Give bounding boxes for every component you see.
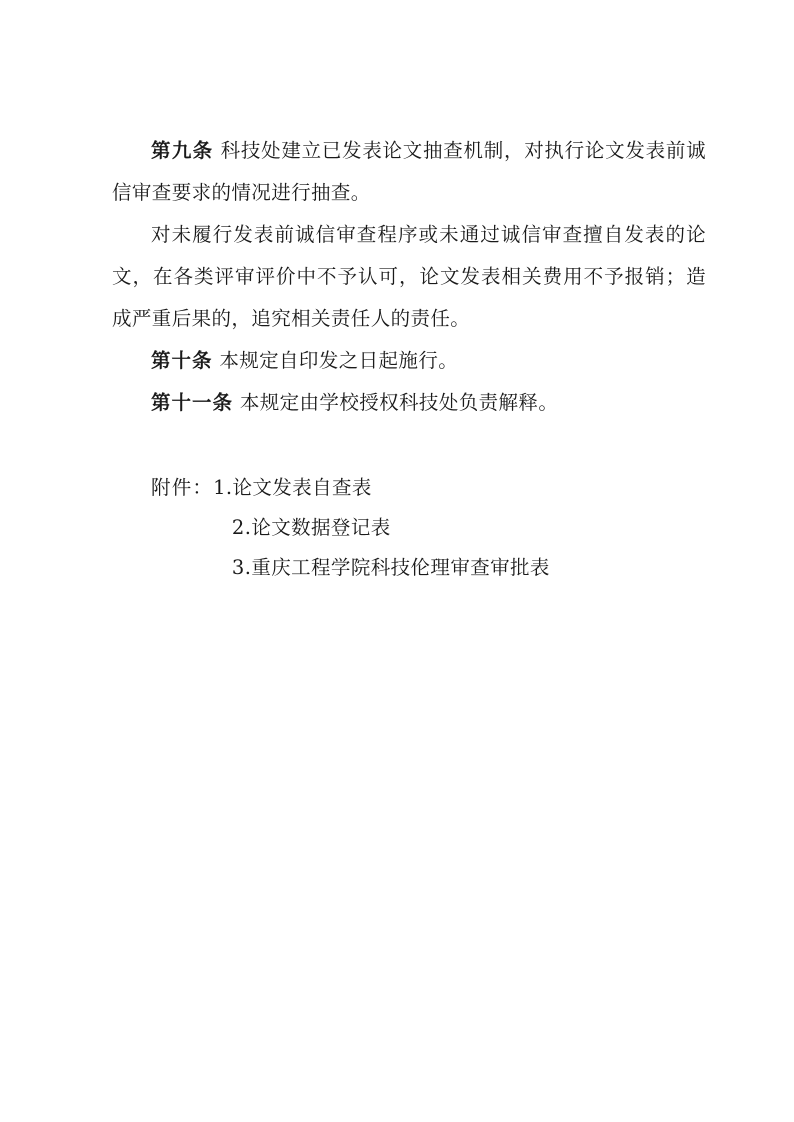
unreviewed-papers-text: 对未履行发表前诚信审查程序或未通过诚信审查擅自发表的论文，在各类评审评价中不予认可，论文发表相关费用不予报销；造成严重后果的，追究相关责任人的责任。	[112, 223, 706, 330]
attachment-line-2	[112, 508, 706, 548]
attachment-line-1	[112, 468, 706, 508]
paragraph-article-nine	[112, 130, 706, 214]
article-nine-label: 第九条	[151, 139, 214, 162]
attachments-label: 附件：	[151, 476, 214, 499]
article-ten-text: 本规定自印发之日起施行。	[219, 349, 459, 372]
attachment-item-1: 1.论文发表自查表	[213, 476, 372, 499]
attachment-item-2: 2.论文数据登记表	[231, 516, 391, 539]
attachments-block	[112, 468, 706, 588]
paragraph-article-eleven	[112, 382, 706, 424]
paragraph-unreviewed-papers	[112, 214, 706, 340]
article-ten-label: 第十条	[151, 349, 213, 372]
article-nine-text: 科技处建立已发表论文抽查机制，对执行论文发表前诚信审查要求的情况进行抽查。	[112, 139, 706, 204]
attachment-item-3: 3.重庆工程学院科技伦理审查审批表	[231, 556, 550, 579]
document-body	[112, 130, 706, 588]
article-eleven-label: 第十一条	[151, 391, 234, 414]
paragraph-article-ten	[112, 340, 706, 382]
article-eleven-text: 本规定由学校授权科技处负责解释。	[239, 391, 559, 414]
attachment-line-3	[112, 548, 706, 588]
